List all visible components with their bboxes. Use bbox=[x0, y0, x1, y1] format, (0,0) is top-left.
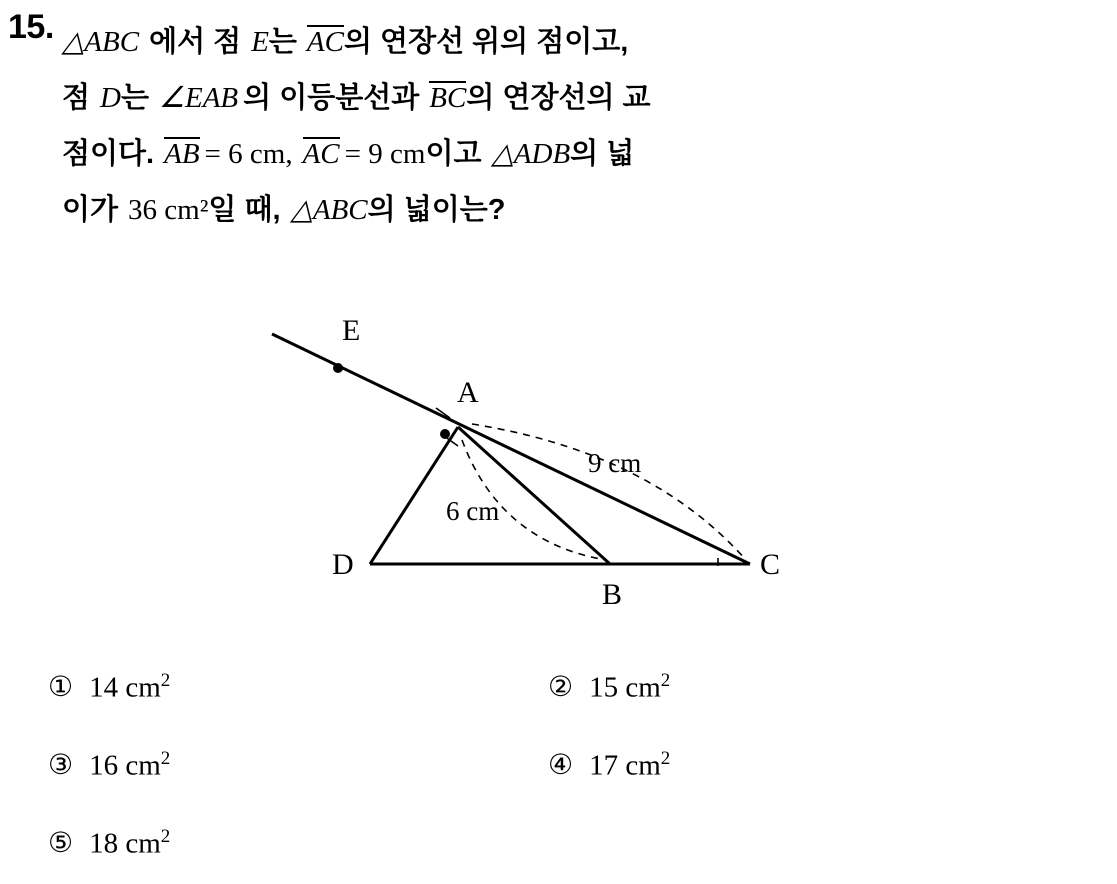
stem-text-4a: 이가 bbox=[62, 194, 119, 226]
label-d: D bbox=[332, 548, 354, 581]
stem-text-1b: 는 bbox=[268, 26, 297, 58]
stem-text-4b: 일 때, bbox=[208, 194, 281, 226]
choice-4-text: 17 cm bbox=[589, 749, 661, 782]
choice-3-marker: ③ bbox=[48, 748, 74, 782]
choice-4-marker: ④ bbox=[548, 748, 574, 782]
stem-math-adb: △ADB bbox=[491, 138, 571, 170]
stem-text-1c: 의 연장선 위의 점이고, bbox=[343, 26, 629, 58]
answer-choices bbox=[48, 648, 1048, 882]
stem-math-angle-eab: ∠EAB bbox=[158, 82, 239, 114]
choice-row-3 bbox=[48, 804, 1048, 882]
stem-seg-ac-2: AC bbox=[302, 138, 340, 170]
question-stem bbox=[62, 14, 1102, 238]
point-a-dot bbox=[440, 429, 450, 439]
choice-1[interactable] bbox=[48, 670, 548, 705]
stem-line-1 bbox=[62, 14, 1102, 70]
question-number: 15. bbox=[8, 8, 54, 46]
choice-4-exponent: 2 bbox=[660, 747, 671, 769]
stem-text-3b: 이고 bbox=[425, 138, 482, 170]
choice-5-text: 18 cm bbox=[89, 827, 161, 860]
choice-5-value bbox=[89, 826, 170, 861]
stem-seg-ab: AB bbox=[164, 138, 200, 170]
stem-line-2 bbox=[62, 70, 1102, 126]
choice-1-value bbox=[89, 670, 170, 705]
stem-text-3a: 점이다. bbox=[62, 138, 155, 170]
stem-value-area: 36 cm² bbox=[128, 194, 209, 226]
choice-5-marker: ⑤ bbox=[48, 826, 74, 860]
line-da bbox=[370, 427, 458, 564]
choice-5-exponent: 2 bbox=[160, 825, 171, 847]
stem-value-ab: = 6 cm, bbox=[204, 138, 293, 170]
choice-row-1 bbox=[48, 648, 1048, 726]
stem-seg-bc: BC bbox=[429, 82, 467, 114]
choice-1-text: 14 cm bbox=[89, 671, 161, 704]
label-e: E bbox=[342, 314, 361, 347]
arc-ac-measure bbox=[472, 424, 746, 560]
stem-math-d: D bbox=[100, 82, 121, 114]
label-a: A bbox=[457, 376, 479, 409]
stem-line-3 bbox=[62, 126, 1102, 182]
stem-text-2a: 점 bbox=[62, 82, 91, 114]
label-measure-ac: 9 cm bbox=[588, 448, 642, 478]
stem-math-abc: △ABC bbox=[62, 26, 140, 58]
choice-4[interactable] bbox=[548, 748, 1048, 783]
geometry-figure bbox=[250, 312, 870, 612]
choice-3-exponent: 2 bbox=[160, 747, 171, 769]
stem-text-1a: 에서 점 bbox=[149, 26, 242, 58]
figure-svg bbox=[250, 312, 870, 612]
choice-3-text: 16 cm bbox=[89, 749, 161, 782]
stem-text-2c: 의 이등분선과 bbox=[243, 82, 420, 114]
choice-3[interactable] bbox=[48, 748, 548, 783]
choice-1-exponent: 2 bbox=[160, 669, 171, 691]
stem-math-e: E bbox=[251, 26, 269, 58]
choice-2-marker: ② bbox=[548, 670, 574, 704]
stem-text-3c: 의 넓 bbox=[570, 138, 635, 170]
stem-seg-ac: AC bbox=[306, 26, 344, 58]
point-e-dot bbox=[333, 363, 343, 373]
choice-2-exponent: 2 bbox=[660, 669, 671, 691]
stem-text-2d: 의 연장선의 교 bbox=[466, 82, 651, 114]
stem-math-abc-2: △ABC bbox=[290, 194, 368, 226]
choice-2[interactable] bbox=[548, 670, 1048, 705]
choice-2-text: 15 cm bbox=[589, 671, 661, 704]
choice-5[interactable] bbox=[48, 826, 548, 861]
label-measure-ab: 6 cm bbox=[446, 496, 500, 526]
choice-row-2 bbox=[48, 726, 1048, 804]
choice-4-value bbox=[589, 748, 670, 783]
line-eac bbox=[272, 334, 750, 564]
stem-text-4c: 의 넓이는? bbox=[367, 194, 506, 226]
stem-value-ac: = 9 cm bbox=[344, 138, 426, 170]
stem-text-2b: 는 bbox=[120, 82, 149, 114]
choice-3-value bbox=[89, 748, 170, 783]
choice-1-marker: ① bbox=[48, 670, 74, 704]
stem-line-4 bbox=[62, 182, 1102, 238]
label-c: C bbox=[760, 548, 781, 581]
choice-2-value bbox=[589, 670, 670, 705]
label-b: B bbox=[602, 578, 623, 611]
